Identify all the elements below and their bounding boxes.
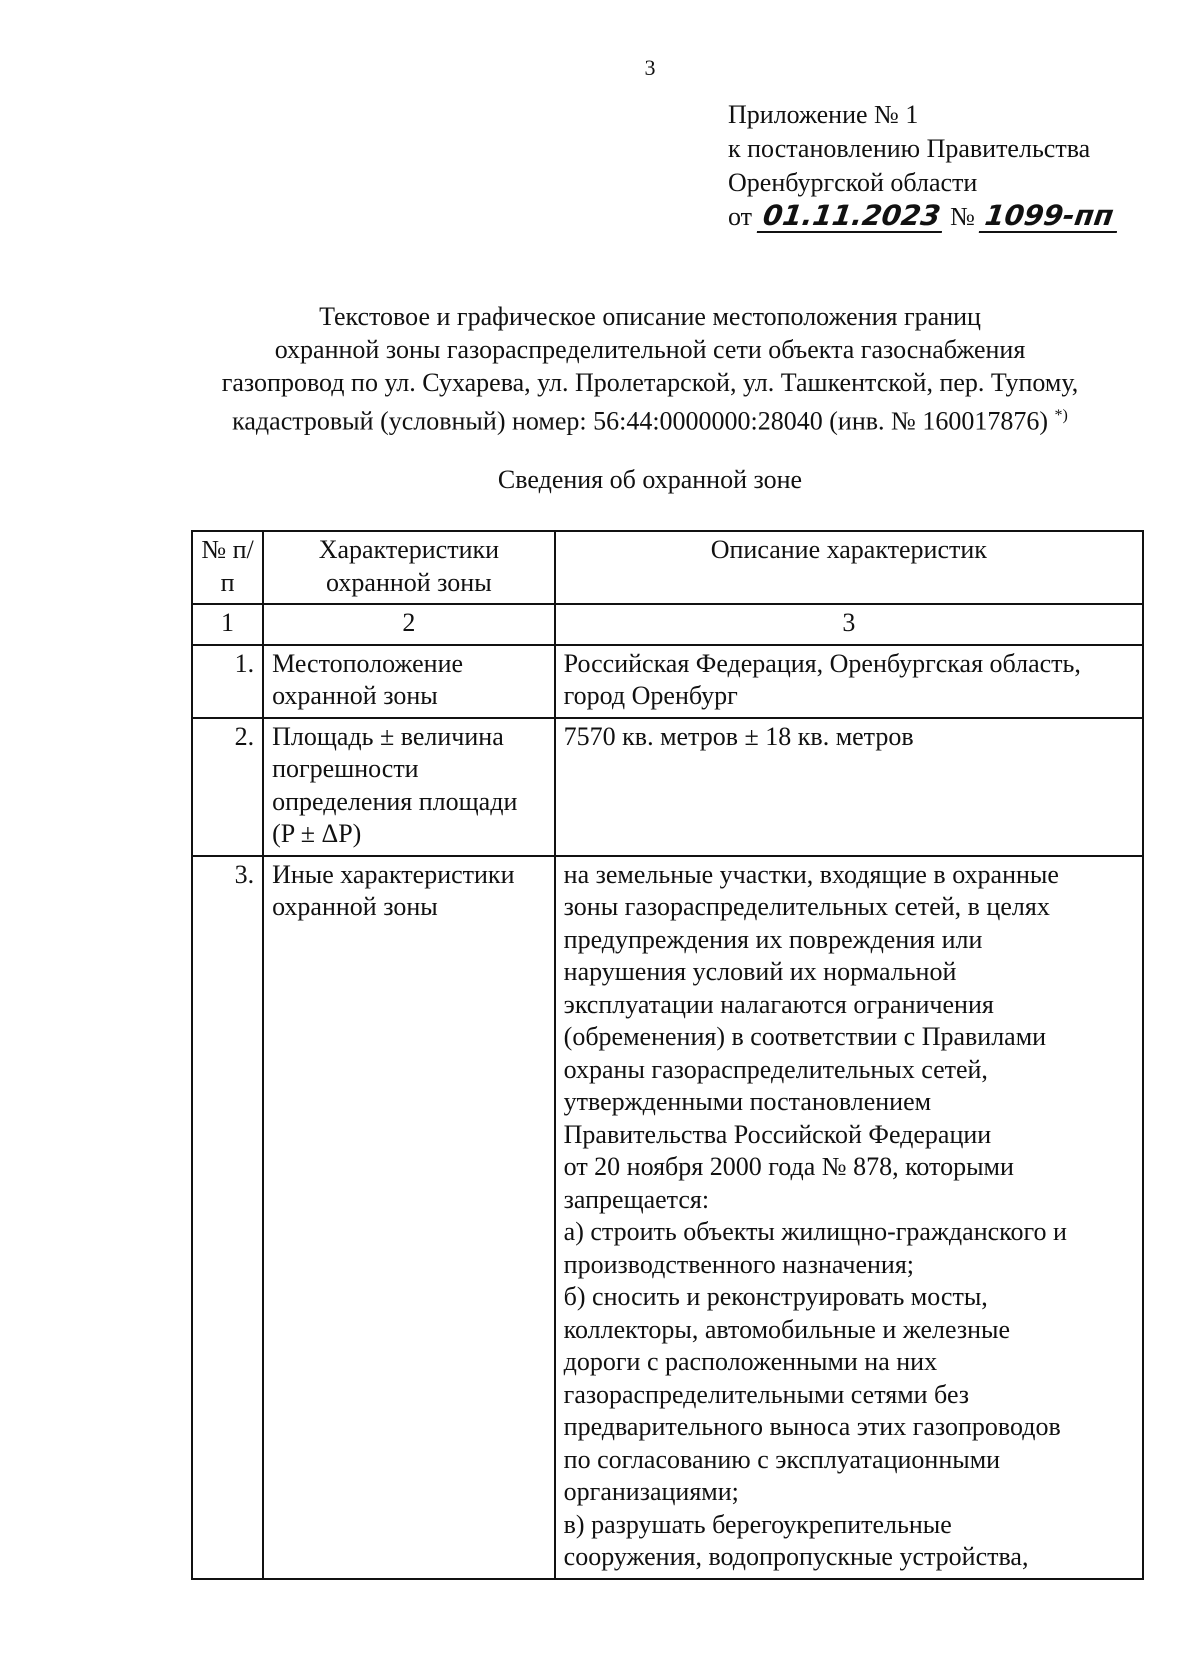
row-description (555, 718, 1143, 856)
appendix-date-number-line (728, 200, 1119, 234)
description-line: Правительства Российской Федерации (563, 1119, 992, 1149)
appendix-line-1: Приложение № 1 (728, 100, 919, 129)
description-line: организациями; (563, 1477, 739, 1506)
description-line: (обременения) в соответствии с Правилами (563, 1022, 1047, 1051)
table-row (192, 645, 1143, 718)
row-num: 3. (192, 856, 263, 1579)
description-line: эксплуатации налагаются ограничения (563, 989, 994, 1019)
title-line-4: кадастровый (условный) номер: 56:44:0000000:28040 (инв. № 160017876) (232, 406, 1049, 436)
description-line: охраны газораспределительных сетей, (563, 1054, 988, 1084)
description-line: Российская Федерация, Оренбургская область, (563, 648, 1081, 678)
row-characteristic: Площадь ± величина погрешности определения площади (P ± ΔP) (263, 718, 555, 856)
row-num: 2. (192, 718, 263, 856)
appendix-line-2: к постановлению Правительства (728, 134, 1091, 163)
description-line: запрещается: (563, 1184, 710, 1214)
description-line: а) строить объекты жилищно-гражданского и (563, 1217, 1067, 1246)
title-line-3: газопровод по ул. Сухарева, ул. Пролетарской, ул. Ташкентской, пер. Тупому, (221, 368, 1079, 397)
description-line: город Оренбург (563, 681, 738, 710)
description-line: на земельные участки, входящие в охранные (563, 859, 1059, 889)
description-line: б) сносить и реконструировать мосты, (563, 1282, 988, 1311)
description-line: 7570 кв. метров ± 18 кв. метров (563, 721, 914, 751)
description-line: газораспределительными сетями без (563, 1379, 970, 1409)
appendix-header (728, 98, 1119, 234)
table-header-row (192, 531, 1143, 604)
row-characteristic: Местоположение охранной зоны (263, 645, 555, 718)
header-num: № п/п (192, 531, 263, 604)
row-num: 1. (192, 645, 263, 718)
description-line: утвержденными постановлением (563, 1087, 932, 1116)
row-description (555, 645, 1143, 718)
appendix-line-3: Оренбургской области (728, 168, 978, 197)
description-line: в) разрушать берегоукрепительные (563, 1509, 952, 1539)
description-line: по согласованию с эксплуатационными (563, 1444, 1001, 1474)
handwritten-date: 01.11.2023 (756, 201, 946, 233)
page-number: 3 (644, 55, 656, 80)
description-line: производственного назначения; (563, 1249, 915, 1279)
column-number-3: 3 (555, 604, 1143, 645)
column-number-1: 1 (192, 604, 263, 645)
description-line: зоны газораспределительных сетей, в целях (563, 892, 1050, 921)
document-title (0, 300, 1200, 438)
table-row (192, 856, 1143, 1579)
title-line-2: охранной зоны газораспределительной сети объекта газоснабжения (274, 335, 1026, 364)
footnote-mark: *) (1054, 407, 1068, 424)
header-description: Описание характеристик (555, 531, 1143, 604)
column-number-2: 2 (263, 604, 555, 645)
description-line: сооружения, водопропускные устройства, (563, 1542, 1029, 1571)
description-line: дороги с расположенными на них (563, 1347, 938, 1376)
description-line: предварительного выноса этих газопроводов (563, 1412, 1061, 1441)
table-row (192, 718, 1143, 856)
number-sign: № (950, 202, 975, 231)
section-title: Сведения об охранной зоне (497, 465, 803, 494)
handwritten-number: 1099-пп (979, 201, 1121, 233)
description-line: нарушения условий их нормальной (563, 957, 957, 986)
description-line: от 20 ноября 2000 года № 878, которыми (563, 1152, 1014, 1181)
zone-info-table (191, 530, 1144, 1580)
table-column-number-row (192, 604, 1143, 645)
header-characteristic: Характеристики охранной зоны (263, 531, 555, 604)
from-label: от (728, 202, 753, 231)
row-characteristic: Иные характеристики охранной зоны (263, 856, 555, 1579)
title-line-1: Текстовое и графическое описание местоположения границ (319, 302, 981, 331)
description-line: предупреждения их повреждения или (563, 924, 983, 954)
title-line-4-wrap (0, 399, 1200, 438)
description-line: коллекторы, автомобильные и железные (563, 1314, 1011, 1344)
row-description (555, 856, 1143, 1579)
